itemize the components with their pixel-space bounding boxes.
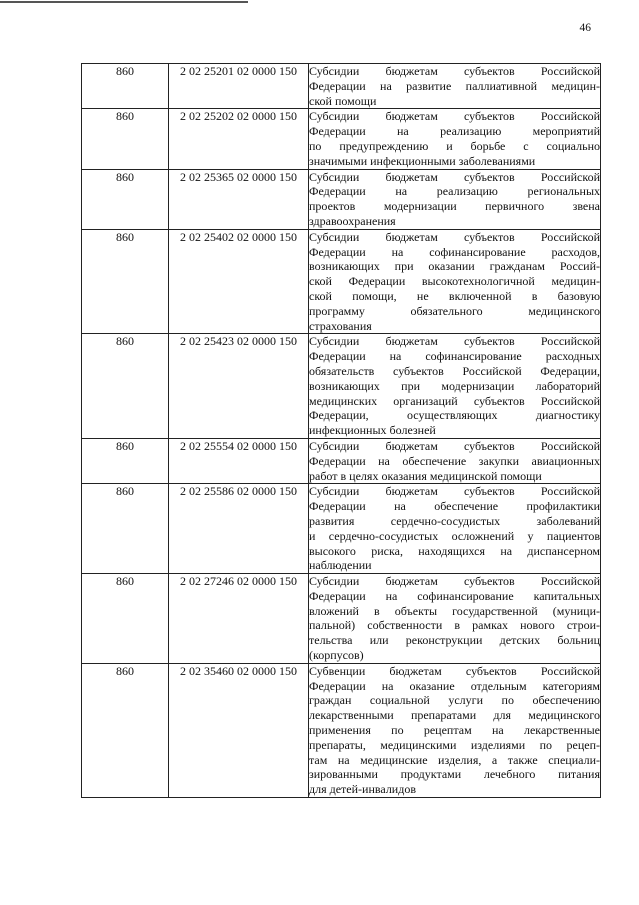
revenue-code-cell: 2 02 25365 02 0000 150 (169, 169, 309, 229)
revenue-code-cell: 2 02 25423 02 0000 150 (169, 334, 309, 439)
table-row (82, 64, 601, 109)
admin-code-cell: 860 (82, 334, 169, 439)
name-text-line: высокого риска, находящихся на диспансерном (309, 543, 600, 558)
name-text-line: ской помощи, не включенной в базовую (309, 288, 600, 303)
revenue-code-cell: 2 02 25554 02 0000 150 (169, 438, 309, 483)
revenue-name-cell (309, 663, 601, 797)
name-text-line: Субсидии бюджетам субъектов Российской (309, 169, 600, 184)
name-text-line: лекарственными препаратами для медицинского (309, 708, 600, 723)
name-text-line: Федерации на оказание отдельным категориям (309, 678, 600, 693)
admin-code-cell: 860 (82, 438, 169, 483)
page-number: 46 (579, 22, 591, 34)
name-text-line: программу обязательного медицинского (309, 303, 600, 318)
revenue-name-cell (309, 109, 601, 169)
budget-classification-table (81, 63, 601, 798)
revenue-code-cell: 2 02 25202 02 0000 150 (169, 109, 309, 169)
name-text-line: ской помощи (309, 93, 377, 108)
name-text-line: вложений в объекты государственной (муници- (309, 603, 600, 618)
name-text-line: Субсидии бюджетам субъектов Российской (309, 438, 600, 453)
name-text-line: граждан социальной услуги по обеспечению (309, 693, 600, 708)
table-row (82, 109, 601, 169)
name-text-line: Федерации на развитие паллиативной медицин- (309, 78, 600, 93)
scan-edge-line (0, 1, 248, 3)
name-text-line: возникающих при модернизации лабораторий (309, 378, 600, 393)
revenue-name-cell (309, 229, 601, 334)
admin-code-cell: 860 (82, 64, 169, 109)
table-row (82, 229, 601, 334)
name-text-line: обязательств субъектов Российской Федерации, (309, 363, 600, 378)
name-text-line: страхования (309, 318, 372, 333)
revenue-code-cell: 2 02 25402 02 0000 150 (169, 229, 309, 334)
revenue-code-cell: 2 02 35460 02 0000 150 (169, 663, 309, 797)
name-text-line: Федерации на софинансирование расходных (309, 349, 600, 364)
name-text-line: Субсидии бюджетам субъектов Российской (309, 574, 600, 589)
admin-code-cell: 860 (82, 109, 169, 169)
name-text-line: Федерации на реализацию мероприятий (309, 124, 600, 139)
table-row (82, 169, 601, 229)
revenue-name-cell (309, 574, 601, 664)
name-text-line: по предупреждению и борьбе с социально (309, 138, 600, 153)
name-text-line: Субсидии бюджетам субъектов Российской (309, 484, 600, 499)
name-text-line: Федерации на реализацию региональных (309, 184, 600, 199)
name-text-line: пальной) собственности в рамках нового строи- (309, 618, 600, 633)
name-text-line: Субсидии бюджетам субъектов Российской (309, 109, 600, 124)
name-text-line: значимыми инфекционными заболеваниями (309, 153, 536, 168)
name-text-line: Субсидии бюджетам субъектов Российской (309, 334, 600, 349)
revenue-name-cell (309, 334, 601, 439)
name-text-line: зированными продуктами лечебного питания (309, 767, 600, 782)
name-text-line: здравоохранения (309, 213, 396, 228)
admin-code-cell: 860 (82, 229, 169, 334)
name-text-line: Субвенции бюджетам субъектов Российской (309, 663, 600, 678)
name-text-line: медицинских организаций субъектов Российской (309, 393, 600, 408)
admin-code-cell: 860 (82, 484, 169, 574)
table-body (82, 64, 601, 798)
revenue-name-cell (309, 484, 601, 574)
name-text-line: там на медицинские изделия, а также специали- (309, 752, 600, 767)
name-text-line: и сердечно-сосудистых осложнений у пациентов (309, 528, 600, 543)
name-text-line: Федерации на обеспечение профилактики (309, 499, 600, 514)
name-text-line: препараты, медицинскими изделиями по рецеп- (309, 737, 600, 752)
table-row (82, 334, 601, 439)
name-text-line: Федерации на обеспечение закупки авиационных (309, 453, 600, 468)
name-text-line: тельства или реконструкции детских больниц (309, 633, 600, 648)
name-text-line: наблюдении (309, 558, 372, 573)
revenue-name-cell (309, 169, 601, 229)
revenue-code-cell: 2 02 25201 02 0000 150 (169, 64, 309, 109)
name-text-line: проектов модернизации первичного звена (309, 199, 600, 214)
name-text-line: Федерации на софинансирование капитальных (309, 588, 600, 603)
name-text-line: ской Федерации высокотехнологичной медицин- (309, 274, 600, 289)
admin-code-cell: 860 (82, 574, 169, 664)
revenue-code-cell: 2 02 27246 02 0000 150 (169, 574, 309, 664)
name-text-line: развития сердечно-сосудистых заболеваний (309, 513, 600, 528)
name-text-line: для детей-инвалидов (309, 782, 416, 797)
name-text-line: Субсидии бюджетам субъектов Российской (309, 229, 600, 244)
admin-code-cell: 860 (82, 663, 169, 797)
name-text-line: работ в целях оказания медицинской помощи (309, 468, 542, 483)
name-text-line: применения по рецептам на лекарственные (309, 723, 600, 738)
table-row (82, 663, 601, 797)
table-row (82, 574, 601, 664)
name-text-line: (корпусов) (309, 648, 364, 663)
table-row (82, 484, 601, 574)
name-text-line: Федерации на софинансирование расходов, (309, 244, 600, 259)
admin-code-cell: 860 (82, 169, 169, 229)
name-text-line: Федерации, осуществляющих диагностику (309, 408, 600, 423)
revenue-name-cell (309, 64, 601, 109)
name-text-line: инфекционных болезней (309, 423, 436, 438)
name-text-line: возникающих при оказании гражданам Россий- (309, 259, 600, 274)
name-text-line: Субсидии бюджетам субъектов Российской (309, 64, 600, 78)
revenue-code-cell: 2 02 25586 02 0000 150 (169, 484, 309, 574)
table-row (82, 438, 601, 483)
revenue-name-cell (309, 438, 601, 483)
